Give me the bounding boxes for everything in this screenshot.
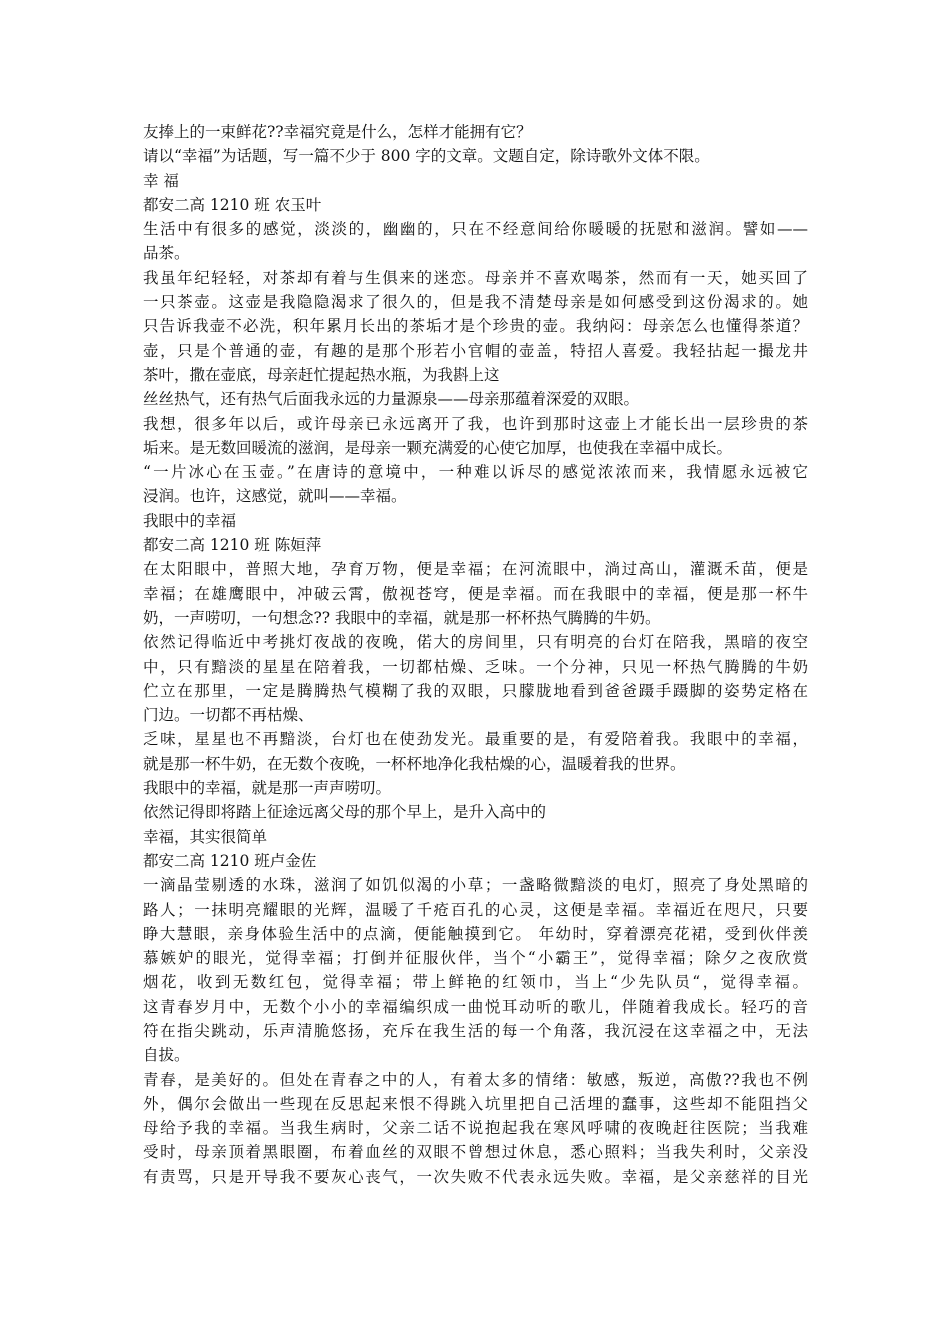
text-line: 慕嫉妒的眼光，觉得幸福；打倒并征服伙伴，当个“小霸王”，觉得幸福；除夕之夜欣赏 [143,949,808,968]
text-line: 就是那一杯牛奶，在无数个夜晚，一杯杯地净化我枯燥的心，温暖着我的世界。 [143,754,686,773]
text-line: 在太阳眼中，普照大地，孕育万物，便是幸福；在河流眼中，淌过高山，灌溉禾苗，便是 [143,560,808,579]
text-line: 茶叶，撒在壶底，母亲赶忙提起热水瓶，为我斟上这 [143,365,500,384]
text-line: 浸润。也许，这感觉，就叫——幸福。 [143,487,407,506]
text-line: 壶，只是个普通的壶，有趣的是那个形若小官帽的壶盖，特招人喜爱。我轻拈起一撮龙井 [143,341,808,360]
text-line: 只告诉我壶不必洗，积年累月长出的茶垢才是个珍贵的壶。我纳闷：母亲怎么也懂得茶道？ [143,317,808,336]
document-page [143,120,808,1189]
text-line: 我想，很多年以后，或许母亲已永远离开了我，也许到那时这壶上才能长出一层珍贵的茶 [143,414,808,433]
text-line: 乏味，星星也不再黯淡，台灯也在使劲发光。最重要的是，有爱陪着我。我眼中的幸福， [143,730,808,749]
text-line: 友捧上的一束鲜花??幸福究竟是什么，怎样才能拥有它？ [143,123,532,141]
text-line: 自拔。 [143,1046,190,1065]
text-line: 我眼中的幸福 [143,511,237,530]
text-line: 路人；一抹明亮耀眼的光辉，温暖了千疮百孔的心灵，这便是幸福。幸福近在咫尺，只要 [143,900,808,919]
text-line: 烟花，收到无数红包，觉得幸福；带上鲜艳的红领巾，当上“少先队员“，觉得幸福。 [143,973,808,992]
text-line: 一只茶壶。这壶是我隐隐渴求了很久的，但是我不清楚母亲是如何感受到这份渴求的。她 [143,293,808,312]
text-line: 中，只有黯淡的星星在陪着我，一切都枯燥、乏味。一个分神，只见一杯热气腾腾的牛奶 [143,657,808,676]
text-line: 请以“幸福”为话题，写一篇不少于 800 字的文章。文题自定，除诗歌外文体不限。 [143,147,710,166]
text-line: 青春，是美好的。但处在青春之中的人，有着太多的情绪：敏感，叛逆，高傲??我也不例 [143,1070,808,1089]
text-line: 生活中有很多的感觉，淡淡的，幽幽的，只在不经意间给你暖暖的抚慰和滋润。譬如—— [143,220,808,239]
text-line: 品茶。 [143,244,190,263]
text-line: 母给予我的幸福。当我生病时，父亲二话不说抱起我在寒风呼啸的夜晚赶往医院；当我难 [143,1119,808,1138]
text-line: 幸福，其实很简单 [143,827,268,846]
text-line: 有责骂，只是开导我不要灰心丧气，一次失败不代表永远失败。幸福，是父亲慈祥的目光 [143,1167,808,1186]
text-line: 符在指尖跳动，乐声清脆悠扬，充斥在我生活的每一个角落，我沉浸在这幸福之中，无法 [143,1021,808,1040]
text-line: 垢来。是无数回暖流的滋润，是母亲一颗充满爱的心使它加厚，也使我在幸福中成长。 [143,438,733,457]
text-line: 我眼中的幸福，就是那一声声唠叨。 [143,779,392,798]
text-line: 这青春岁月中，无数个小小的幸福编织成一曲悦耳动听的歌儿，伴随着我成长。轻巧的音 [143,997,808,1016]
text-line: “一片冰心在玉壶。”在唐诗的意境中，一种难以诉尽的感觉浓浓而来，我情愿永远被它 [143,463,808,482]
text-line: 都安二高 1210 班卢金佐 [143,851,317,870]
text-line: 门边。一切都不再枯燥、 [143,706,314,725]
text-line: 幸 福 [143,171,179,190]
text-line: 奶，一声唠叨，一句想念?? 我眼中的幸福，就是那一杯杯热气腾腾的牛奶。 [143,608,661,627]
text-line: 幸福；在雄鹰眼中，冲破云霄，傲视苍穹，便是幸福。而在我眼中的幸福，便是那一杯牛 [143,584,808,603]
text-line: 依然记得即将踏上征途远离父母的那个早上，是升入高中的 [143,803,547,822]
text-line: 我虽年纪轻轻，对茶却有着与生俱来的迷恋。母亲并不喜欢喝茶，然而有一天，她买回了 [143,268,808,287]
text-line: 伫立在那里，一定是腾腾热气模糊了我的双眼，只朦胧地看到爸爸蹑手蹑脚的姿势定格在 [143,681,808,700]
text-line: 一滴晶莹剔透的水珠，滋润了如饥似渴的小草；一盏略微黯淡的电灯，照亮了身处黑暗的 [143,876,808,895]
text-line: 外，偶尔会做出一些现在反思起来恨不得跳入坑里把自己活埋的蠢事，这些却不能阻挡父 [143,1094,808,1113]
text-line: 丝丝热气，还有热气后面我永远的力量源泉——母亲那蕴着深爱的双眼。 [143,390,640,409]
text-line: 都安二高 1210 班 陈姮萍 [143,536,322,555]
text-line: 睁大慧眼，亲身体验生活中的点滴，便能触摸到它。 年幼时，穿着漂亮花裙，受到伙伴羡 [143,924,808,943]
text-line: 受时，母亲顶着黑眼圈，布着血丝的双眼不曾想过休息，悉心照料；当我失利时，父亲没 [143,1143,808,1162]
text-line: 都安二高 1210 班 农玉叶 [143,195,322,214]
text-line: 依然记得临近中考挑灯夜战的夜晚，偌大的房间里，只有明亮的台灯在陪我，黑暗的夜空 [143,633,808,652]
